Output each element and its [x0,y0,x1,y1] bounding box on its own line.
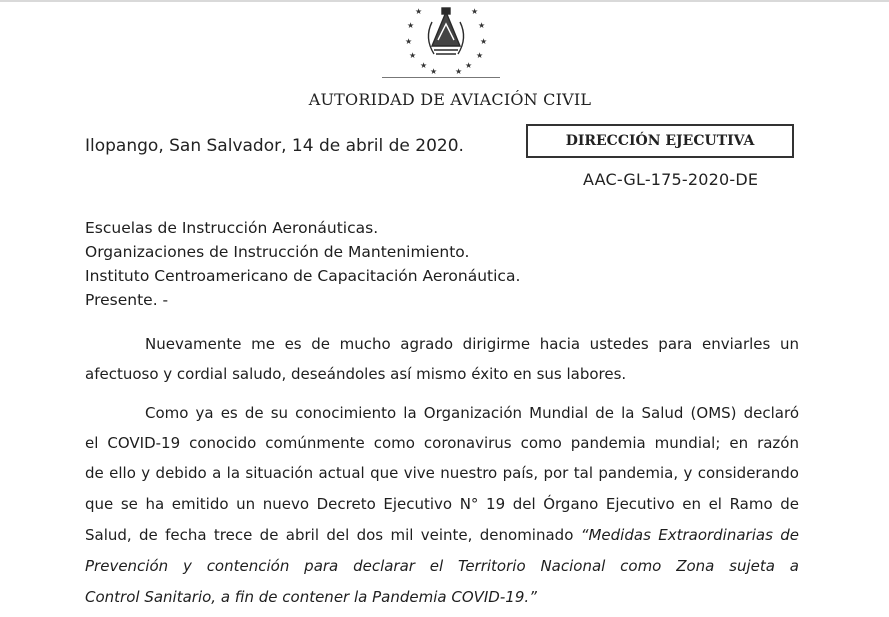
svg-text:★: ★ [409,51,417,60]
decree-title-line: Control Sanitario, a fin de contener la Pandemia COVID-19.” [85,588,537,606]
svg-text:★: ★ [471,7,479,16]
svg-text:★: ★ [478,21,486,30]
reference-code: AAC-GL-175-2020-DE [583,170,759,189]
svg-text:★: ★ [420,61,428,70]
addressee-block [85,216,520,312]
header-divider [382,77,500,78]
paragraph-line: afectuoso y cordial saludo, deseándoles así mismo éxito en sus labores. [85,365,627,383]
el-salvador-coat-of-arms-icon [398,0,494,76]
paragraph-text: Salud, de fecha trece de abril del dos mil veinte, denominado [85,526,581,544]
paragraph-line: Nuevamente me es de mucho agrado dirigirme hacia ustedes para enviarles un [145,335,799,353]
decree-title-line: Prevención y contención para declarar el Territorio Nacional como Zona sujeta a [85,557,799,575]
paragraph-line: el COVID-19 conocido comúnmente como coronavirus como pandemia mundial; en razón [85,434,799,452]
decree-title-text: “Medidas Extraordinarias de [580,526,799,544]
place-date: Ilopango, San Salvador, 14 de abril de 2020. [85,136,464,156]
addressee-line: Presente. - [85,291,169,309]
svg-text:★: ★ [430,67,438,76]
addressee-line: Instituto Centroamericano de Capacitación Aeronáutica. [85,267,521,285]
addressee-line: Organizaciones de Instrucción de Mantenimiento. [85,243,470,261]
svg-text:★: ★ [465,61,473,70]
paragraph-line: Como ya es de su conocimiento la Organización Mundial de la Salud (OMS) declaró [145,404,799,422]
authority-name: AUTORIDAD DE AVIACIÓN CIVIL [308,90,592,109]
svg-text:★: ★ [407,21,415,30]
paragraph-line [85,525,799,545]
svg-text:★: ★ [455,67,463,76]
paragraph-line: de ello y debido a la situación actual que vive nuestro país, por tal pandemia, y considerando [85,464,799,482]
addressee-line: Escuelas de Instrucción Aeronáuticas. [85,219,379,237]
department-box: DIRECCIÓN EJECUTIVA [526,124,794,158]
svg-text:★: ★ [415,7,423,16]
svg-text:★: ★ [476,51,484,60]
svg-text:★: ★ [405,37,413,46]
svg-text:★: ★ [480,37,488,46]
paragraph-line: que se ha emitido un nuevo Decreto Ejecutivo N° 19 del Órgano Ejecutivo en el Ramo de [85,495,799,513]
